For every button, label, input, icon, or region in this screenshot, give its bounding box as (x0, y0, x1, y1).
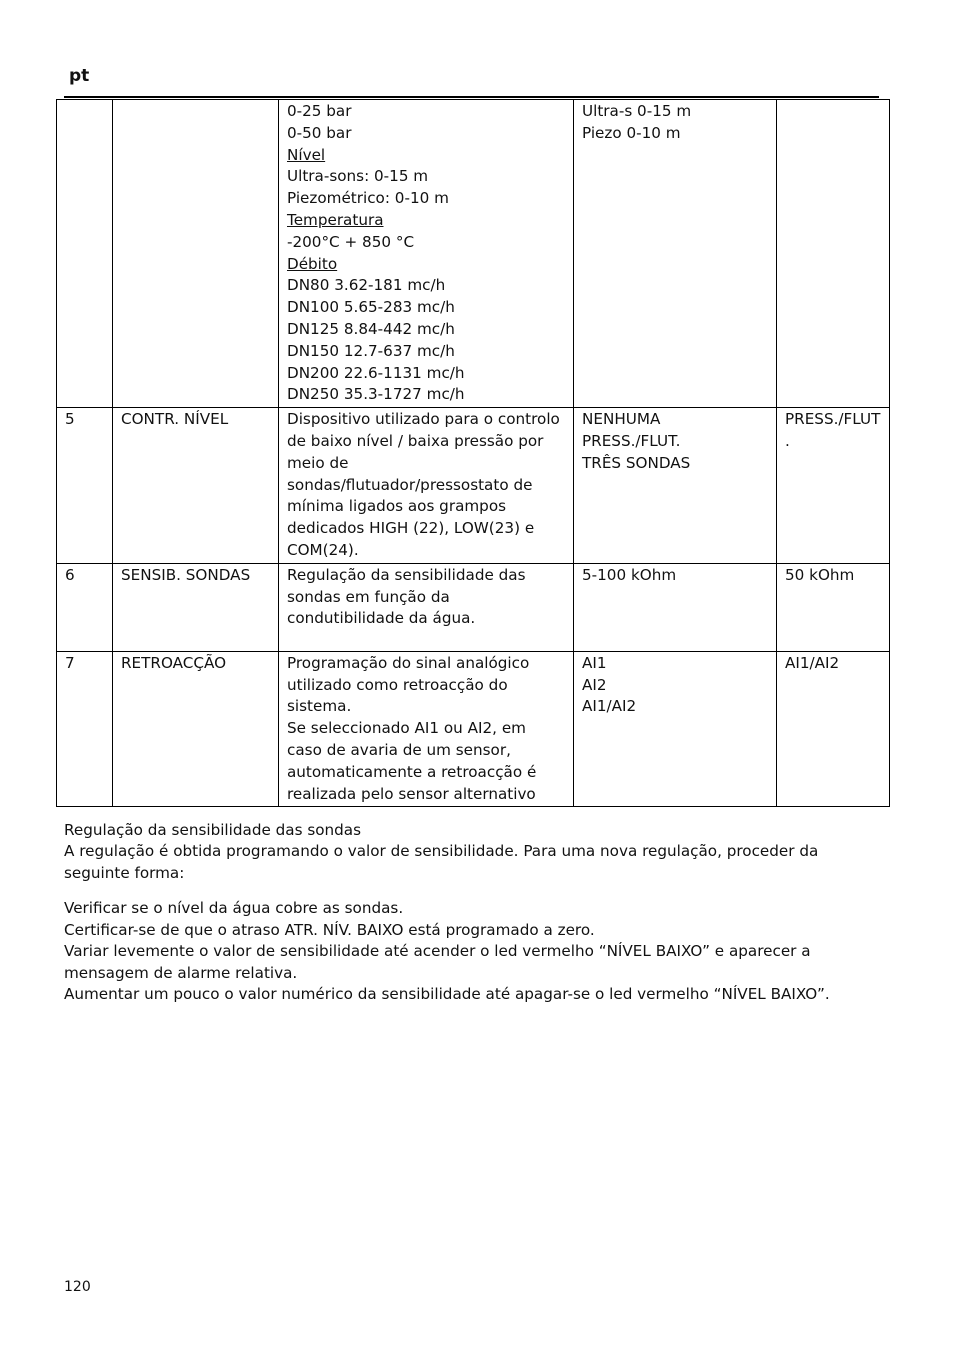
description-line: caso de avaria de um sensor, (287, 740, 511, 759)
paragraph-line: seguinte forma: (64, 863, 185, 882)
range-text: DN80 3.62-181 mc/h (287, 276, 446, 295)
section-steps (64, 898, 894, 1006)
default-text: PRESS./FLUT (785, 410, 881, 429)
table-row (57, 563, 890, 651)
cell-options (574, 651, 777, 807)
description-line: sondas/flutuador/pressostato de (287, 475, 533, 494)
description-line: de baixo nível / baixa pressão por (287, 431, 544, 450)
cell-options (574, 408, 777, 564)
range-text: -200°C + 850 °C (287, 232, 415, 251)
description-line: condutibilidade da água. (287, 609, 476, 628)
description-line: automaticamente a retroacção é (287, 762, 537, 781)
cell-default (777, 651, 890, 807)
range-text: DN125 8.84-442 mc/h (287, 319, 455, 338)
cell-number: 7 (57, 651, 113, 807)
cell-options (574, 563, 777, 651)
description-line: mínima ligados aos grampos (287, 497, 507, 516)
option-text: AI2 (582, 675, 607, 694)
parameters-table (56, 99, 890, 807)
step-line: Certificar-se de que o atraso ATR. NÍV. BAIXO está programado a zero. (64, 920, 595, 939)
description-line: Dispositivo utilizado para o controlo (287, 410, 560, 429)
step-line: Aumentar um pouco o valor numérico da sensibilidade até apagar-se o led vermelho “NÍVEL BAIXO”. (64, 985, 830, 1004)
description-line: sistema. (287, 697, 352, 716)
option-text: PRESS./FLUT. (582, 431, 681, 450)
description-line: utilizado como retroacção do (287, 675, 508, 694)
description-line: meio de (287, 453, 349, 472)
step-line: Variar levemente o valor de sensibilidade até acender o led vermelho “NÍVEL BAIXO” e aparecer a (64, 942, 811, 961)
description-line: Programação do sinal analógico (287, 653, 530, 672)
description-line: Se seleccionado AI1 ou AI2, em (287, 719, 526, 738)
description-line: COM(24). (287, 540, 359, 559)
page-number: 120 (64, 1279, 91, 1295)
option-text: NENHUMA (582, 410, 661, 429)
default-text: 50 kOhm (785, 565, 855, 584)
range-text: DN200 22.6-1131 mc/h (287, 363, 465, 382)
cell-number (57, 100, 113, 408)
paragraph-line: A regulação é obtida programando o valor de sensibilidade. Para uma nova regulação, proceder da (64, 842, 819, 860)
cell-number: 5 (57, 408, 113, 564)
step-line: mensagem de alarme relativa. (64, 963, 298, 982)
table-row (57, 651, 890, 807)
cell-description (279, 563, 574, 651)
description-line: Regulação da sensibilidade das (287, 565, 526, 584)
cell-number: 6 (57, 563, 113, 651)
cell-name: SENSIB. SONDAS (113, 563, 279, 651)
cell-default (777, 408, 890, 564)
subheading-text: Temperatura (287, 210, 384, 229)
range-text: DN150 12.7-637 mc/h (287, 341, 455, 360)
range-text: Piezométrico: 0-10 m (287, 189, 449, 208)
header-rule (64, 96, 879, 98)
option-text: AI1 (582, 653, 607, 672)
section-title: Regulação da sensibilidade das sondas (64, 821, 362, 839)
cell-default (777, 100, 890, 408)
cell-name: RETROACÇÃO (113, 651, 279, 807)
cell-options (574, 100, 777, 408)
language-code: pt (69, 66, 90, 86)
option-text: TRÊS SONDAS (582, 453, 691, 472)
table-row-continuation (57, 100, 890, 408)
option-text: Ultra-s 0-15 m (582, 102, 692, 120)
cell-description (279, 100, 574, 408)
default-text: AI1/AI2 (785, 653, 840, 672)
option-text: AI1/AI2 (582, 697, 637, 716)
range-text: 0-50 bar (287, 123, 352, 142)
range-text: DN100 5.65-283 mc/h (287, 298, 455, 317)
default-text: . (785, 431, 790, 450)
cell-name (113, 100, 279, 408)
description-line: realizada pelo sensor alternativo (287, 784, 536, 803)
subheading-text: Débito (287, 254, 338, 273)
table-row (57, 408, 890, 564)
description-line: dedicados HIGH (22), LOW(23) e (287, 519, 535, 538)
description-line: sondas em função da (287, 587, 450, 606)
option-text: 5-100 kOhm (582, 565, 677, 584)
cell-default (777, 563, 890, 651)
section-intro (64, 841, 894, 884)
range-text: 0-25 bar (287, 102, 352, 120)
option-text: Piezo 0-10 m (582, 123, 681, 142)
cell-name: CONTR. NÍVEL (113, 408, 279, 564)
cell-description (279, 408, 574, 564)
step-line: Verificar se o nível da água cobre as sondas. (64, 899, 404, 917)
range-text: DN250 35.3-1727 mc/h (287, 385, 465, 404)
section-heading (64, 820, 894, 842)
subheading-text: Nível (287, 145, 326, 164)
cell-description (279, 651, 574, 807)
range-text: Ultra-sons: 0-15 m (287, 167, 429, 186)
